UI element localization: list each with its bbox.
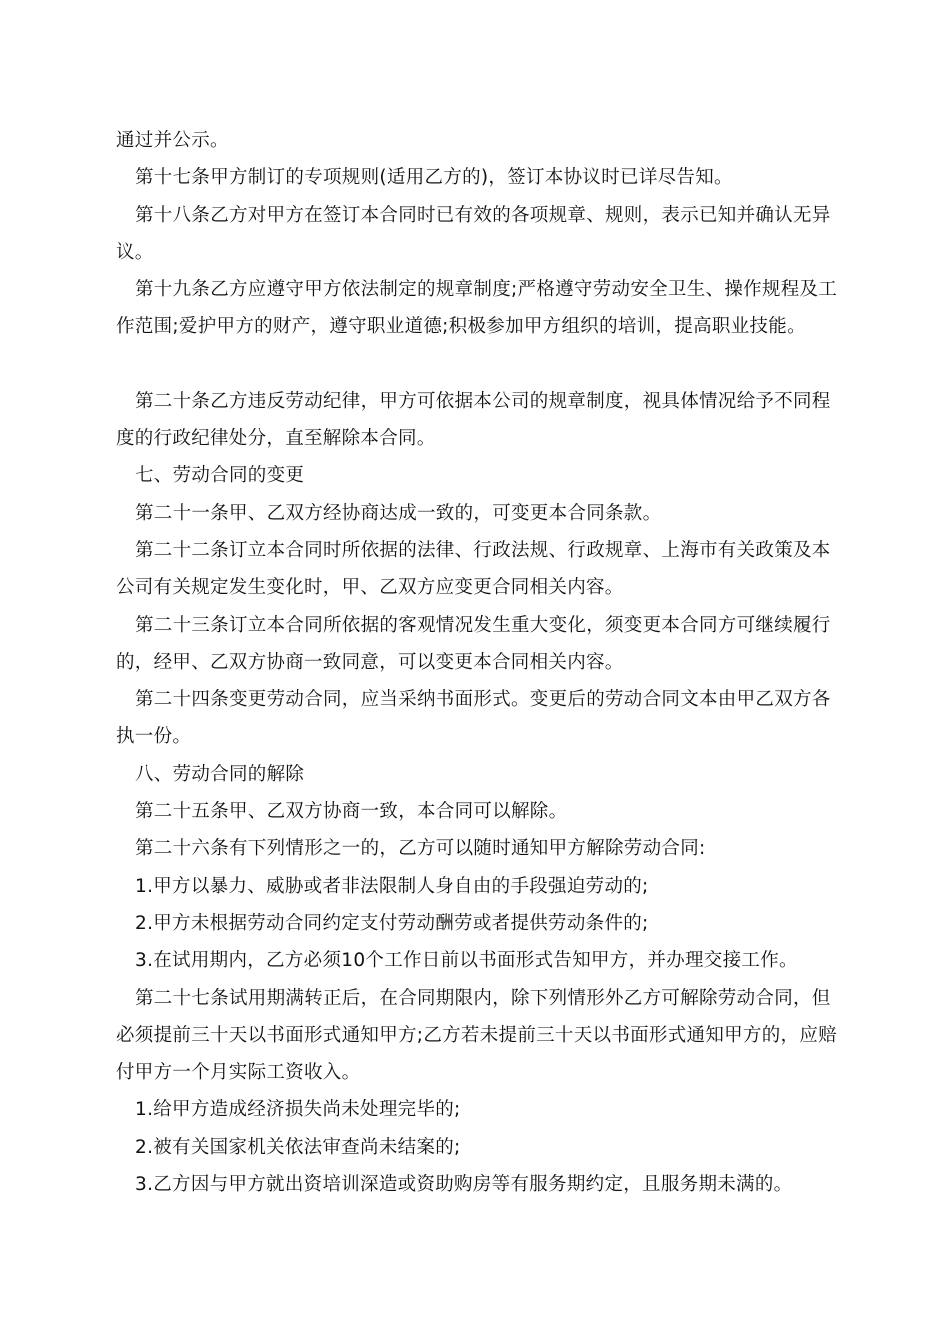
- blank-line: [116, 346, 846, 383]
- article-18: 第十八条乙方对甲方在签订本合同时已有效的各项规章、规则，表示已知并确认无异议。: [116, 204, 831, 263]
- article-23: 第二十三条订立本合同所依据的客观情况发生重大变化，须变更本合同方可继续履行的，经甲、乙双方协商一致同意，可以变更本合同相关内容。: [116, 614, 831, 673]
- article-27-item-2: 2.被有关国家机关依法审查尚未结案的;: [135, 1136, 461, 1158]
- article-19: 第十九条乙方应遵守甲方依法制定的规章制度;严格遵守劳动安全卫生、操作规程及工作范围;爱护甲方的财产，遵守职业道德;积极参加甲方组织的培训，提高职业技能。: [116, 279, 838, 338]
- article-26-item-1: 1.甲方以暴力、威胁或者非法限制人身自由的手段强迫劳动的;: [135, 875, 649, 897]
- article-24: 第二十四条变更劳动合同，应当采纳书面形式。变更后的劳动合同文本由甲乙双方各执一份。: [116, 689, 831, 748]
- article-26-item-3: 3.在试用期内，乙方必须10个工作日前以书面形式告知甲方，并办理交接工作。: [135, 950, 798, 972]
- article-27-item-1: 1.给甲方造成经济损失尚未处理完毕的;: [135, 1099, 461, 1121]
- section-heading-8: 八、劳动合同的解除: [135, 763, 305, 785]
- article-26-item-2: 2.甲方未根据劳动合同约定支付劳动酬劳或者提供劳动条件的;: [135, 912, 649, 934]
- document-body: [116, 122, 846, 1203]
- article-25: 第二十五条甲、乙双方协商一致，本合同可以解除。: [135, 801, 568, 823]
- article-17: 第十七条甲方制订的专项规则(适用乙方的)，签订本协议时已详尽告知。: [135, 167, 733, 189]
- article-26: 第二十六条有下列情形之一的，乙方可以随时通知甲方解除劳动合同:: [135, 838, 706, 860]
- article-20: 第二十条乙方违反劳动纪律，甲方可依据本公司的规章制度，视具体情况给予不同程度的行政纪律处分，直至解除本合同。: [116, 390, 831, 450]
- article-27-item-3: 3.乙方因与甲方就出资培训深造或资助购房等有服务期约定，且服务期未满的。: [135, 1174, 793, 1196]
- paragraph-continuation: 通过并公示。: [116, 130, 229, 151]
- article-22: 第二十二条订立本合同时所依据的法律、行政法规、行政规章、上海市有关政策及本公司有关规定发生变化时，甲、乙双方应变更合同相关内容。: [116, 539, 831, 599]
- article-27: 第二十七条试用期满转正后，在合同期限内，除下列情形外乙方可解除劳动合同，但必须提前三十天以书面形式通知甲方;乙方若未提前三十天以书面形式通知甲方的，应赔付甲方一个月实际工资收入。: [116, 987, 837, 1084]
- article-21: 第二十一条甲、乙双方经协商达成一致的，可变更本合同条款。: [135, 502, 662, 524]
- section-heading-7: 七、劳动合同的变更: [135, 465, 305, 487]
